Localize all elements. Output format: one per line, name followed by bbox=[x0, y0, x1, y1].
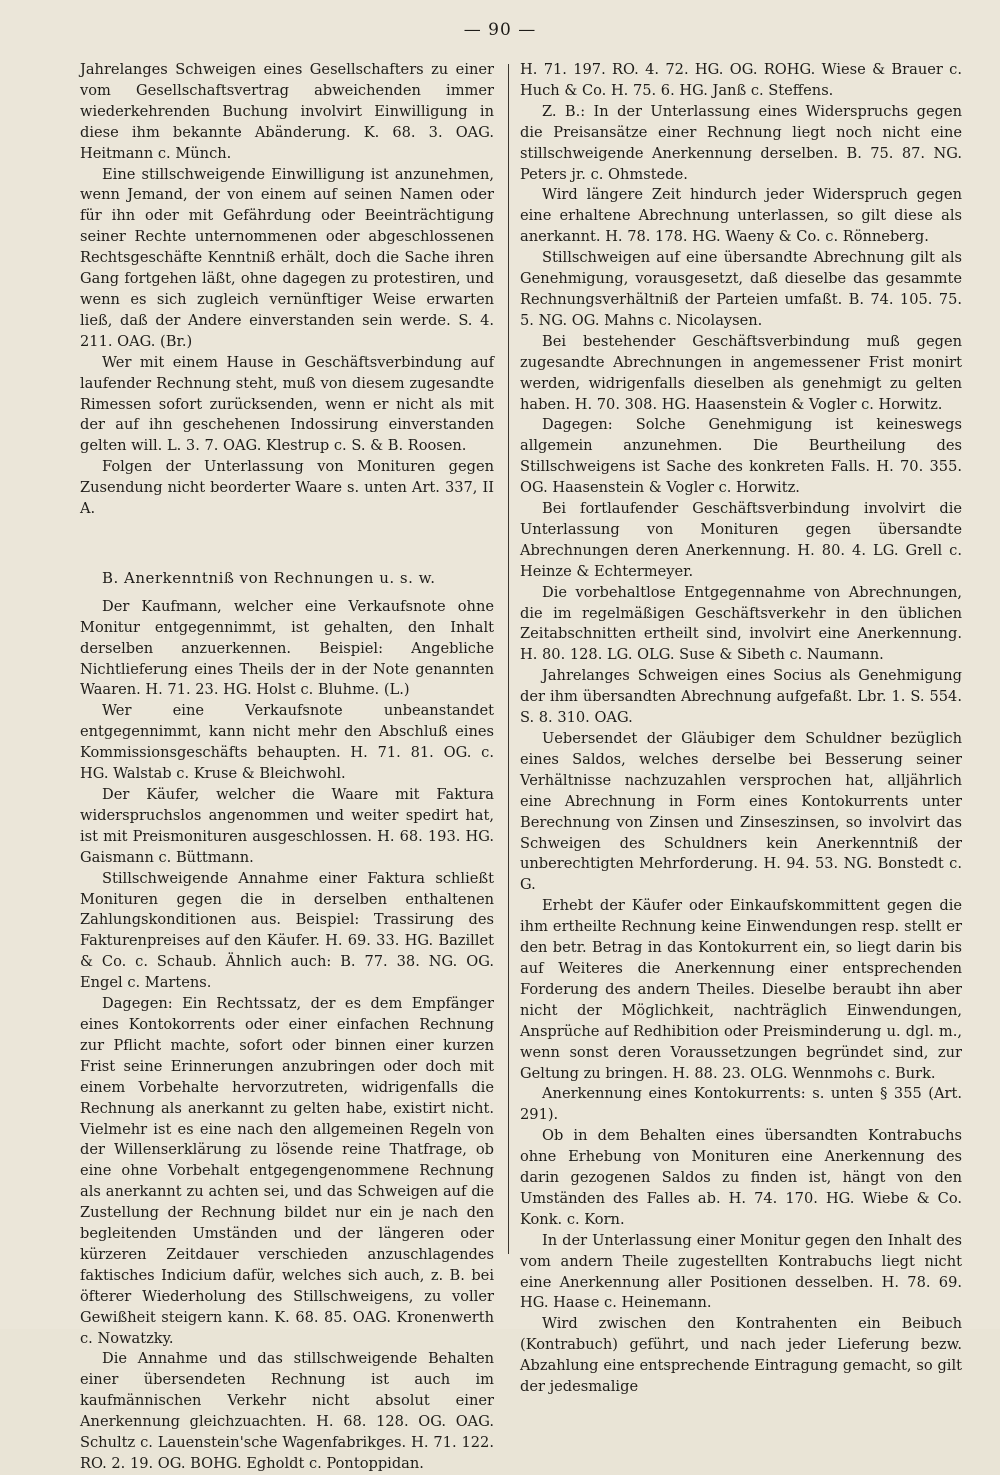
paragraph: In der Unterlassung einer Monitur gegen den Inhalt des vom andern Theile zugestellten Kontrabuchs liegt nicht eine Anerkennung aller Positionen desselben. H. 78. 69. HG. Haase c. Heinemann. bbox=[520, 1231, 962, 1312]
page-number: — 90 — bbox=[463, 20, 537, 40]
paragraph: Bei bestehender Geschäftsverbindung muß gegen zugesandte Abrechnungen in angemessener Frist monirt werden, widrigenfalls dieselben als genehmigt zu gelten haben. H. 70. 308. HG. Haasenstein & Vogler c. Horwitz. bbox=[520, 332, 962, 413]
paragraph: Dagegen: Solche Genehmigung ist keineswegs allgemein anzunehmen. Die Beurtheilung des Stillschweigens ist Sache des konkreten Falls. H. 70. 355. OG. Haasenstein & Vogler c. Horwitz. bbox=[520, 416, 962, 497]
paragraph: Stillschweigen auf eine übersandte Abrechnung gilt als Genehmigung, vorausgesetzt, daß dieselbe das gesammte Rechnungsverhältniß der Parteien umfaßt. B. 74. 105. 75. 5. NG. OG. Mahns c. Nicolaysen. bbox=[520, 249, 962, 329]
paragraph: Die Annahme und das stillschweigende Behalten einer übersendeten Rechnung ist auch im kaufmännischen Verkehr nicht absolut einer Anerkennung gleichzuachten. H. 68. 128. OG. OAG. Schultz c. Lauenstein'sche Wagenfabrikges. H. 71. 122. RO. 2. 19. OG. BOHG. Egholdt c. Pontoppidan. bbox=[80, 1350, 494, 1472]
paragraph: Folgen der Unterlassung von Monituren gegen Zusendung nicht beorderter Waare s. unten Art. 337, II A. bbox=[80, 458, 494, 518]
paragraph: Z. B.: In der Unterlassung eines Widerspruchs gegen die Preisansätze einer Rechnung liegt noch nicht eine stillschweigende Anerkennung derselben. B. 75. 87. NG. Peters jr. c. Ohmstede. bbox=[520, 102, 962, 183]
paragraph: Wer eine Verkaufsnote unbeanstandet entgegennimmt, kann nicht mehr den Abschluß eines Kommissionsgeschäfts behaupten. H. 71. 81. OG. c. HG. Walstab c. Kruse & Bleichwohl. bbox=[80, 702, 494, 783]
paragraph: Der Kaufmann, welcher eine Verkaufsnote ohne Monitur entgegennimmt, ist gehalten, den Inhalt derselben anzuerkennen. Beispiel: Angebliche Nichtlieferung eines Theils der in der Note genannten Waaren. H. 71. 23. HG. Holst c. Bluhme. (L.) bbox=[80, 597, 494, 699]
column-divider bbox=[508, 64, 509, 1254]
paragraph: Der Käufer, welcher die Waare mit Faktura widerspruchslos angenommen und weiter spedirt hat, ist mit Preismonituren ausgeschlossen. H. 68. 193. HG. Gaismann c. Büttmann. bbox=[80, 786, 494, 866]
paragraph: Wer mit einem Hause in Geschäftsverbindung auf laufender Rechnung steht, muß von diesem zugesandte Rimessen sofort zurücksenden, wenn er nicht als mit der auf ihn geschehenen Indossirung einverstanden gelten will. L. 3. 7. OAG. Klestrup c. S. & B. Roosen. bbox=[80, 353, 494, 455]
paragraph: Jahrelanges Schweigen eines Gesellschafters zu einer vom Gesellschaftsvertrag abweichenden immer wiederkehrenden Buchung involvirt Einwilligung in diese ihm bekannte Abänderung. K. 68. 3. OAG. Heitmann c. Münch. bbox=[80, 61, 494, 162]
paragraph: Wird zwischen den Kontrahenten ein Beibuch (Kontrabuch) geführt, und nach jeder Lieferung bezw. Abzahlung eine entsprechende Eintragung gemacht, so gilt der jedesmalige bbox=[520, 1315, 962, 1396]
paragraph: Jahrelanges Schweigen eines Socius als Genehmigung der ihm übersandten Abrechnung aufgefaßt. Lbr. 1. S. 554. S. 8. 310. OAG. bbox=[520, 667, 962, 727]
section-heading: B. Anerkenntniß von Rechnungen u. s. w. bbox=[102, 568, 436, 587]
paragraph: Bei fortlaufender Geschäftsverbindung involvirt die Unterlassung von Monituren gegen übersandte Abrechnungen deren Anerkennung. H. 80. 4. LG. Grell c. Heinze & Echtermeyer. bbox=[520, 500, 962, 580]
paragraph: H. 71. 197. RO. 4. 72. HG. OG. ROHG. Wiese & Brauer c. Huch & Co. H. 75. 6. HG. Janß c. Steffens. bbox=[520, 61, 962, 99]
paragraph: Erhebt der Käufer oder Einkaufskommittent gegen die ihm ertheilte Rechnung keine Einwendungen resp. stellt er den betr. Betrag in das Kontokurrent ein, so liegt darin bis auf Weiteres die Anerkennung einer entsprechenden Forderung des andern Theiles. Dieselbe beraubt ihn aber nicht der Möglichkeit, nachträglich Einwendungen, Ansprüche auf Redhibition oder Preisminderung u. dgl. m., wenn sonst deren Voraussetzungen begründet sind, zur Geltung zu bringen. H. 88. 23. OLG. Wennmohs c. Burk. bbox=[520, 897, 962, 1082]
paragraph: Eine stillschweigende Einwilligung ist anzunehmen, wenn Jemand, der von einem auf seinen Namen oder für ihn oder mit Gefährdung oder Beeinträchtigung seiner Rechte unternommenen oder abgeschlossenen Rechtsgeschäfte Kenntniß erhält, doch die Sache ihren Gang fortgehen läßt, ohne dagegen zu protestiren, und wenn es sich zugleich vernünftiger Weise erwarten ließ, daß der Andere einverstanden sein werde. S. 4. 211. OAG. (Br.) bbox=[80, 165, 494, 350]
paragraph: Anerkennung eines Kontokurrents: s. unten § 355 (Art. 291). bbox=[520, 1085, 962, 1124]
paragraph: Ob in dem Behalten eines übersandten Kontrabuchs ohne Erhebung von Monituren eine Anerkennung des darin gezogenen Saldos zu finden ist, hängt von den Umständen des Falles ab. H. 74. 170. HG. Wiebe & Co. Konk. c. Korn. bbox=[520, 1127, 962, 1228]
paragraph: Die vorbehaltlose Entgegennahme von Abrechnungen, die im regelmäßigen Geschäftsverkehr in den üblichen Zeitabschnitten ertheilt sind, involvirt eine Anerkennung. H. 80. 128. LG. OLG. Suse & Sibeth c. Naumann. bbox=[520, 583, 962, 664]
paragraph: Wird längere Zeit hindurch jeder Widerspruch gegen eine erhaltene Abrechnung unterlassen, so gilt diese als anerkannt. H. 78. 178. HG. Waeny & Co. c. Rönneberg. bbox=[520, 186, 962, 246]
paragraph: Stillschweigende Annahme einer Faktura schließt Monituren gegen die in derselben enthaltenen Zahlungskonditionen aus. Beispiel: Trassirung des Fakturenpreises auf den Käufer. H. 69. 33. HG. Bazillet & Co. c. Schaub. Ähnlich auch: B. 77. 38. NG. OG. Engel c. Martens. bbox=[80, 869, 494, 992]
paragraph: Dagegen: Ein Rechtssatz, der es dem Empfänger eines Kontokorrents oder einer einfachen Rechnung zur Pflicht machte, sofort oder binnen einer kurzen Frist seine Erinnerungen anzubringen oder doch mit einem Vorbehalte hervorzutreten, widrigenfalls die Rechnung als anerkannt zu gelten habe, existirt nicht. Vielmehr ist es eine nach den allgemeinen Regeln von der Willenserklärung zu lösende reine Thatfrage, ob eine ohne Vorbehalt entgegengenommene Rechnung als anerkannt zu achten sei, und das Schweigen auf die Zustellung der Rechnung bildet nur ein je nach den begleitenden Umständen und der längeren oder kürzeren Zeitdauer verschieden anzuschlagendes faktisches Indicium dafür, welches sich auch, z. B. bei öfterer Wiederholung des Stillschweigens, zu voller Gewißheit steigern kann. K. 68. 85. OAG. Kronenwerth c. Nowatzky. bbox=[80, 995, 494, 1347]
right-column bbox=[520, 60, 962, 1398]
left-column bbox=[80, 60, 494, 1475]
paragraph: Uebersendet der Gläubiger dem Schuldner bezüglich eines Saldos, welches derselbe bei Besserung seiner Verhältnisse nachzuzahlen versprochen hat, alljährlich eine Abrechnung in Form eines Kontokurrents unter Berechnung von Zinsen und Zinseszinsen, so involvirt das Schweigen des Schuldners kein Anerkenntniß der unberechtigten Mehrforderung. H. 94. 53. NG. Bonstedt c. G. bbox=[520, 730, 962, 894]
